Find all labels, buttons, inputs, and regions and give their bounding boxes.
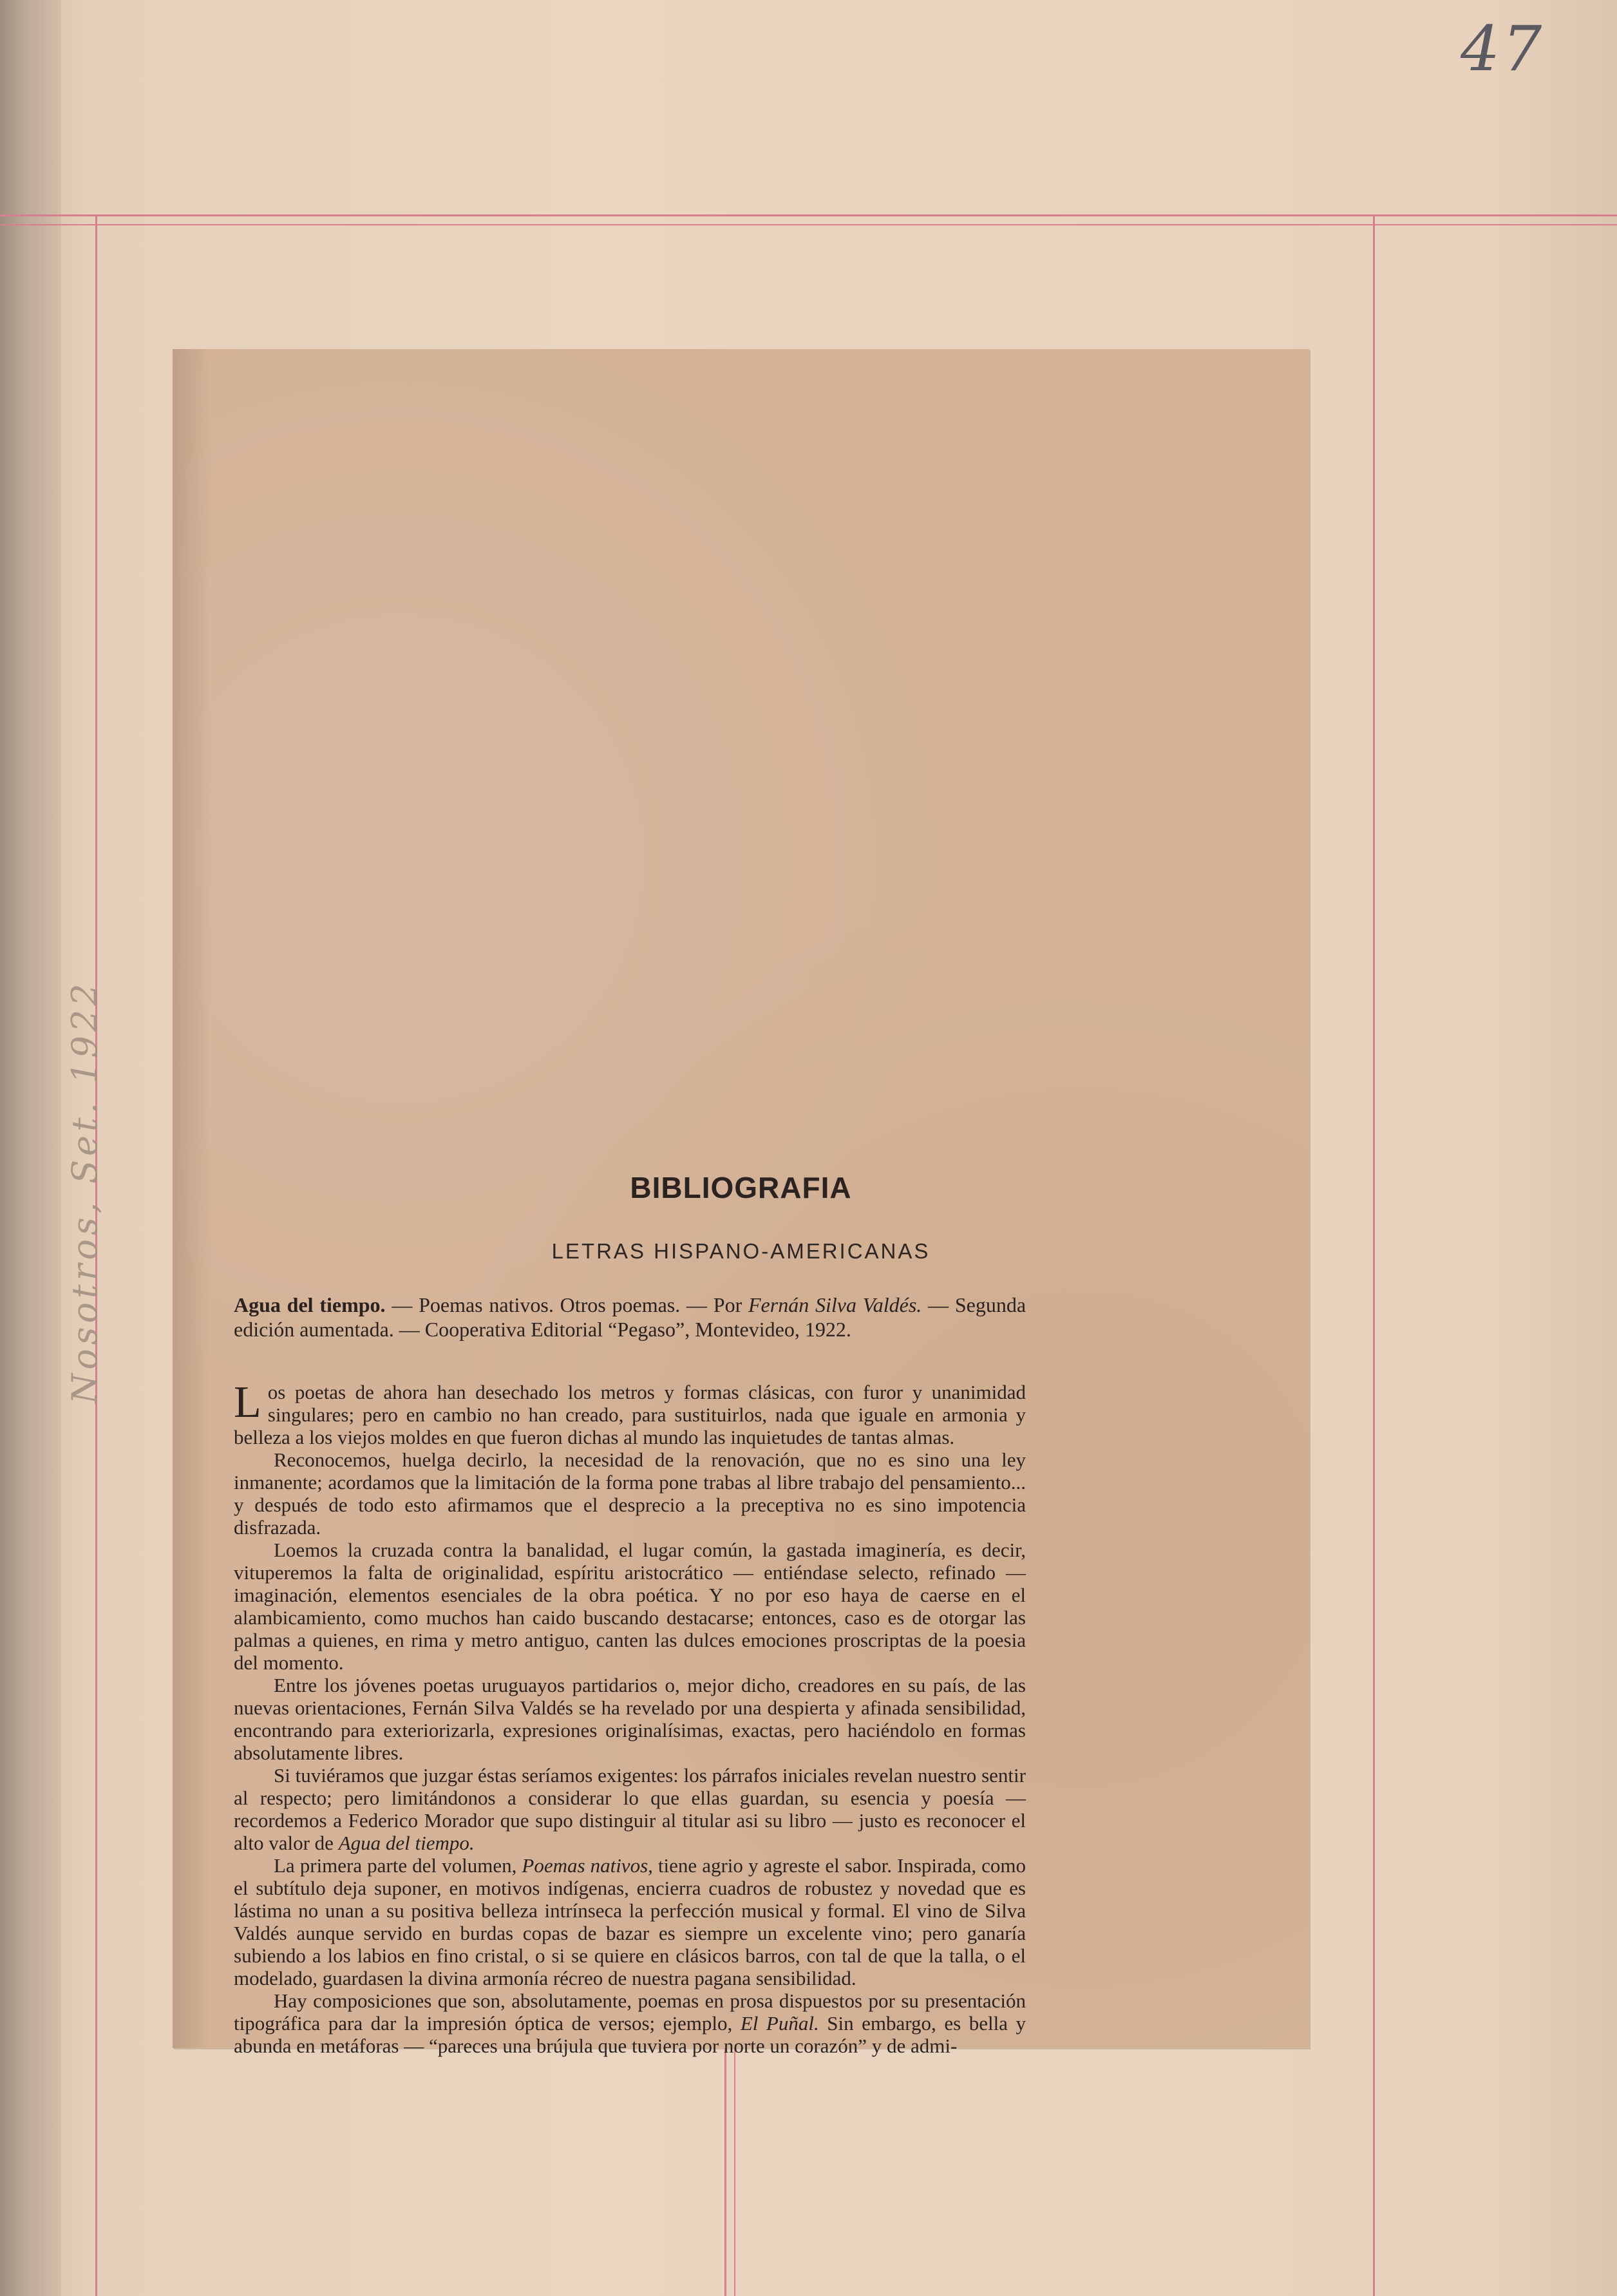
citation-text-1: — Poemas nativos. Otros poemas. — Por [385,1293,748,1316]
paragraph-5-text: Si tuviéramos que juzgar éstas seríamos exigentes: los párrafos iniciales revelan nuestro sentir al respecto; pero limitándonos a considerar lo que ellas guardan, su esencia y poesía — recordemos a Federico Morador que supo distinguir al titular asi su libro — justo es reconocer el alto valor de [234,1764,1026,1854]
paragraph-1-text: os poetas de ahora han desechado los metros y formas clásicas, con furor y unanimidad singulares; pero en cambio no han creado, para sustituirlos, nada que iguale en armonia y belleza a los viejos moldes en que fueron dichas al mundo las inquietudes de tantas almas. [234,1381,1026,1448]
newspaper-clipping [173,349,1309,2057]
paragraph-6-title: Poemas nativos, [522,1854,653,1877]
paragraph-7-title: El Puñal. [740,2012,819,2035]
paragraph-6-text-a: La primera parte del volumen, [274,1854,522,1877]
citation-book-title: Agua del tiempo. [234,1293,386,1316]
page-number: 47 [1461,13,1545,85]
review-body [234,1378,1026,2057]
handwritten-note: Nosotros, Set. 1922 [64,980,105,1404]
paragraph-6-text-b: tiene agrio y agreste el sabor. Inspirada, como el subtítulo deja suponer, en motivos indígenas, encierra cuadros de robustez y novedad que es lástima no unan a su positiva belleza intrínseca la perfección musical y formal. El vino de Silva Valdés aunque servido en burdas copas de bazar es siempre un excelente vino; pero ganaría subiendo a los labios en fino cristal, o si se quiere en clásicos barros, con tal de que la talla, o el modelado, guardasen la divina armonía récreo de nuestra pagana sensibilidad. [234,1854,1026,1989]
paragraph-7 [234,1989,1026,2057]
paragraph-7-text-a: Hay composiciones que son, absolutamente, poemas en prosa dispuestos por su presentación tipográfica para dar la impresión óptica de versos; ejemplo, [234,1989,1026,2035]
binding-shadow [0,0,61,2296]
paragraph-5-title: Agua del tiempo. [338,1832,475,1854]
paragraph-5 [234,1764,1026,1854]
paragraph-2: Reconocemos, huelga decirlo, la necesidad de la renovación, que no es sino una ley inmanente; acordamos que la limitación de la forma pone trabas al libre trabajo del pensamiento... y después de todo esto afirmamos que el desprecio a la preceptiva no es sino impotencia disfrazada. [234,1448,1026,1539]
section-title: BIBLIOGRAFIA [630,1171,852,1204]
paragraph-7-text-b: Sin embargo, es bella y abunda en metáforas — “pareces una brújula que tuviera por norte un corazón” y de admi- [234,2012,1026,2057]
ledger-rule-center-second [734,2048,735,2296]
citation-author: Fernán Silva Valdés. [748,1293,922,1316]
paragraph-4: Entre los jóvenes poetas uruguayos partidarios o, mejor dicho, creadores en su país, de las nuevas orientaciones, Fernán Silva Valdés se ha revelado por una despierta y afinada sensibilidad, encontrando para exteriorizarla, expresiones originalísimas, exactas, pero haciéndolo en formas absolutamente libres. [234,1674,1026,1764]
section-subtitle: LETRAS HISPANO-AMERICANAS [551,1239,931,1263]
paragraph-6 [234,1854,1026,1989]
paragraph-1 [234,1378,1026,1448]
ledger-rule-right [1373,214,1375,2296]
ledger-rule-center [724,2048,726,2296]
book-citation [234,1293,1026,1342]
drop-cap: L [234,1378,261,1427]
citation-text-2: — Segunda edición aumentada. — Cooperativa Editorial “Pegaso”, Montevideo, 1922. [234,1293,1026,1341]
paragraph-3: Loemos la cruzada contra la banalidad, el lugar común, la gastada imaginería, es decir, vituperemos la falta de originalidad, espíritu aristocrático — entiéndase selecto, refinado — imaginación, elementos esenciales de la obra poética. Y no por eso haya de caerse en el alambicamiento, como muchos han caido buscando destacarse; entonces, caso es de otorgar las palmas a quienes, en rima y metro antiguo, canten las dulces emociones proscriptas de la poesia del momento. [234,1539,1026,1674]
